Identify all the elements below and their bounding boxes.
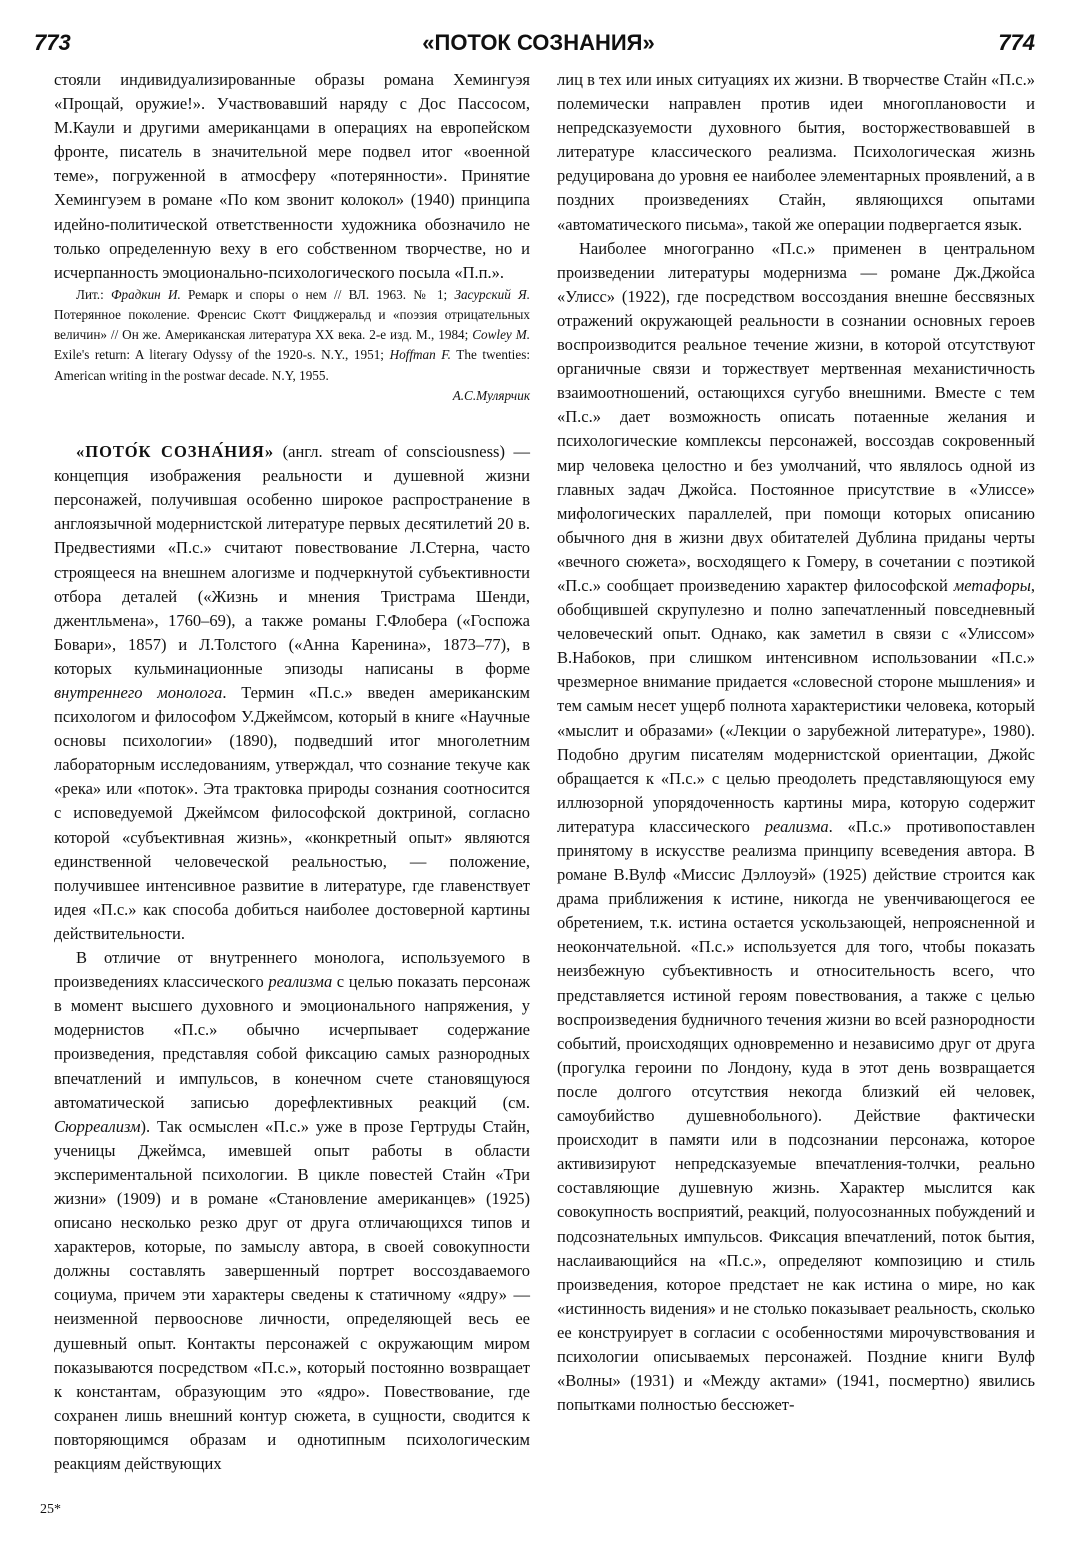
lit-text-4: The twenties: American writing in the postwar decade. N.Y, 1955. — [54, 347, 530, 383]
p2-term-1: реализма — [268, 972, 333, 992]
lit-author-1: Фрадкин И. — [110, 286, 181, 302]
literature-references — [54, 285, 530, 406]
lit-author-3: Cowley M. — [472, 327, 531, 343]
running-title: «ПОТОК СОЗНАНИЯ» — [422, 30, 655, 55]
entry-paragraph — [54, 440, 530, 946]
right-column — [557, 68, 1035, 1417]
entry-text-2: . Термин «П.с.» введен американским психологом и философом У.Джеймсом, который в книге «Научные основы психологии» (1890), подведший итог многолетним лабораторным исследованиям, утверждал, что сознание текуче как «река» или «поток». Эта трактовка природы сознания соотносится с исповедуемой Джеймсом философской доктриной, согласно которой «субъективная жизнь», «конкретный опыт» являются единственной человеческой реальностью, — положение, получившее интенсивное развитие в литературе, где главенствует идея «П.с.» как способа добиться наиболее достоверной картины действительности. — [54, 683, 530, 943]
paragraph-continuation-right: лиц в тех или иных ситуациях их жизни. В творчестве Стайн «П.с.» полемически направлен против идеи многоплановости и непредсказуемости духовного бытия, восторжествовавшей в литературе классического реализма. Психологическая жизнь редуцирована до уровня ее наиболее элементарных проявлений, а в поздних произведениях Стайн, являющихся опытами «автоматического письма», такой же операции подвергается язык. — [557, 70, 1035, 234]
lit-text-3: Exile's return: A literary Odyssy of the 1920-s. N.Y., 1951; — [54, 347, 390, 363]
p2-text-2: с целью показать персонаж в момент высшего духовного и эмоционального напряжения, у модернистов «П.с.» обычно исчерпывает содержание произведения, представляя собой фиксацию самых разнородных впечатлений и импульсов, в конечном счете становящуюся автоматической записью дорефлективных реакций (см. — [54, 972, 531, 1112]
lit-author-2: Засурский Я. — [454, 286, 530, 302]
author-signature: А.С.Мулярчик — [452, 387, 530, 403]
p2-text-3: ). Так осмыслен «П.с.» уже в прозе Гертруды Стайн, ученицы Джеймса, имевшей опыт работы в области экспериментальной психологии. В цикле повестей Стайн «Три жизни» (1909) и в романе «Становление американцев» (1925) описано несколько резко друг от друга отличающихся типов и характеров, которые, по замыслу автора, в своей совокупности должны составлять завершенный портрет воссоздаваемого социума, причем эти характеры сведены к статичному «ядру» — неизменной первооснове личности, определяющей весь ее душевный опыт. Контакты персонажей с окружающим миром показываются посредством «П.с.», который постоянно возвращает к константам, образующим это «ядро». Повествование, где сохранен лишь внешний контур сюжета, в сущности, сводится к повторяющимся образам и однотипным психологическим реакциям действующих — [54, 1116, 530, 1473]
rp2-text-3: . «П.с.» противопоставлен принятому в искусстве реализма принципу всеведения автора. В романе В.Вулф «Миссис Дэллоуэй» (1925) действие строится как драма приближения к истине, никогда не увенчивающегося ее обретением, т.к. истина остается ускользающей, непроясненной и неокончательной. «П.с.» используется для того, чтобы показать неизбежную субъективность и относительность всего, что представляется истиной героям повествования, а также с целью воспроизведения будничного течения жизни во всей разнородности событий, происходящих одновременно и независимо друг от друга (прогулка героини по Лондону, куда в этот день возвращается после долгого отсутствия некогда близкий ей человек, самоубийство душевнобольного). Действие фактически происходит в памяти или в подсознании персонажа, которое активизируют непредсказуемые впечатления-толчки, реально составляющие душевную жизнь. Характер мыслится как совокупность восприятий, реакций, полуосознанных побуждений и подсознательных импульсов. Фиксация впечатлений, поток бытия, наслаивающийся на «П.с.», определяют композицию и стиль произведения, которое предстает не как истина о мире, но как «истинность видения» и не столько показывает реальность, сколько ее конструирует в согласии с особенностями мирочувствования и психологии описываемых персонажей. Поздние книги Вулф «Волны» (1931) и «Между актами» (1941, посмертно) явились попытками полностью бессюжет- — [557, 816, 1035, 1415]
entry-text-1: (англ. stream of consciousness) — концепция изображения реальности и душевной жизни персонажей, получившая особенно широкое распространение в англоязычной модернистской литературе первых десятилетий 20 в. Предвестиями «П.с.» считают повествование Л.Стерна, часто строящееся на внешнем алогизме и подчеркнутой субъективности отбора деталей («Жизнь и мнения Тристрама Шенди, джентльмена», 1760–69), а также романы Г.Флобера («Госпожа Бовари», 1857) и Л.Толстого («Анна Каренина», 1873–77), в которых кульминационные эпизоды написаны в форме — [54, 442, 530, 678]
page-number-right: 774 — [998, 30, 1035, 55]
lit-text-2: Потерянное поколение. Френсис Скотт Фицджеральд и «поэзия отрицательных величин» // Он же. Американская литература XX века. 2-е изд. М., 1984; — [54, 307, 530, 343]
rp2-text-2: , обобщившей скрупулезно и полно запечатленный повседневный человеческий опыт. Однако, как заметил в связи с «Улиссом» В.Набоков, при слишком интенсивном использовании «П.с.» чрезмерное внимание придается «словесной стороне мышления» и тем самым несет ущерб полнота характеристики человека, который «мыслит и образами» («Лекции о зарубежной литературе», 1980). Подобно другим писателям модернистской ориентации, Джойс обращается к «П.с.» с целью преодолеть представляющуюся ему иллюзорной упорядоченность картины мира, которую содержит литература классического — [557, 575, 1035, 836]
entry-title: «ПОТО́К СОЗНА́НИЯ» — [76, 442, 275, 462]
p2-term-2: Сюрреализм — [54, 1116, 141, 1136]
paragraph-joyce — [557, 237, 1035, 1418]
rp2-text-1: Наиболее многогранно «П.с.» применен в центральном произведении литературы модернизма — романе Дж.Джойса «Улисс» (1922), где посредством воссоздания внешне бессвязных отражений окружающей реальности в сознании основных героев воспроизводится реальное течение жизни, в которой отсутствуют органичные связи и торжествует мертвенная механистичность взаимоотношений, остающихся сугубо внешними. Вместе с тем «П.с.» дает возможность описать потаенные желания и психологические комплексы персонажей, воссоздав сокровенный мир человека целостно и без умолчаний, что являлось одной из главных задач Джойса. Постоянное присутствие в «Улиссе» мифологических параллелей, при помощи которых описанию обычного дня в жизни двух обитателей Дублина приданы черты «вечного сюжета», восходящего к Гомеру, в сочетании с поэтикой «П.с.» сообщает произведению характер философской — [557, 238, 1035, 595]
lit-text-1: Ремарк и споры о нем // ВЛ. 1963. № 1; — [180, 286, 455, 302]
page-header — [0, 30, 1077, 66]
signature-mark: 25* — [40, 1502, 61, 1517]
rp2-term-1: метафоры — [953, 575, 1031, 595]
page-number-left: 773 — [34, 30, 71, 55]
paragraph-continuation: стояли индивидуализированные образы романа Хемингуэя «Прощай, оружие!». Участвовавший наряду с Дос Пассосом, М.Каули и другими американцами в операциях на европейском фронте, писатель в значительной мере подвел итог «военной теме», погруженной в атмосферу «потерянности». Принятие Хемингуэем в романе «По ком звонит колокол» (1940) принципа идейно-политической ответственности художника обозначило не только определенную веху в его собственном творчестве, но и исчерпанность эмоционально-психологического посыла «П.п.». — [54, 70, 530, 282]
rp2-term-2: реализма — [764, 816, 829, 836]
paragraph-2 — [54, 946, 530, 1476]
p2-text-1: В отличие от внутреннего монолога, используемого в произведениях классического — [54, 948, 530, 992]
lit-label: Лит.: — [76, 286, 111, 302]
lit-author-4: Hoffman F. — [389, 347, 451, 363]
entry-term-link: внутреннего монолога — [54, 683, 223, 702]
left-column — [54, 68, 530, 1476]
